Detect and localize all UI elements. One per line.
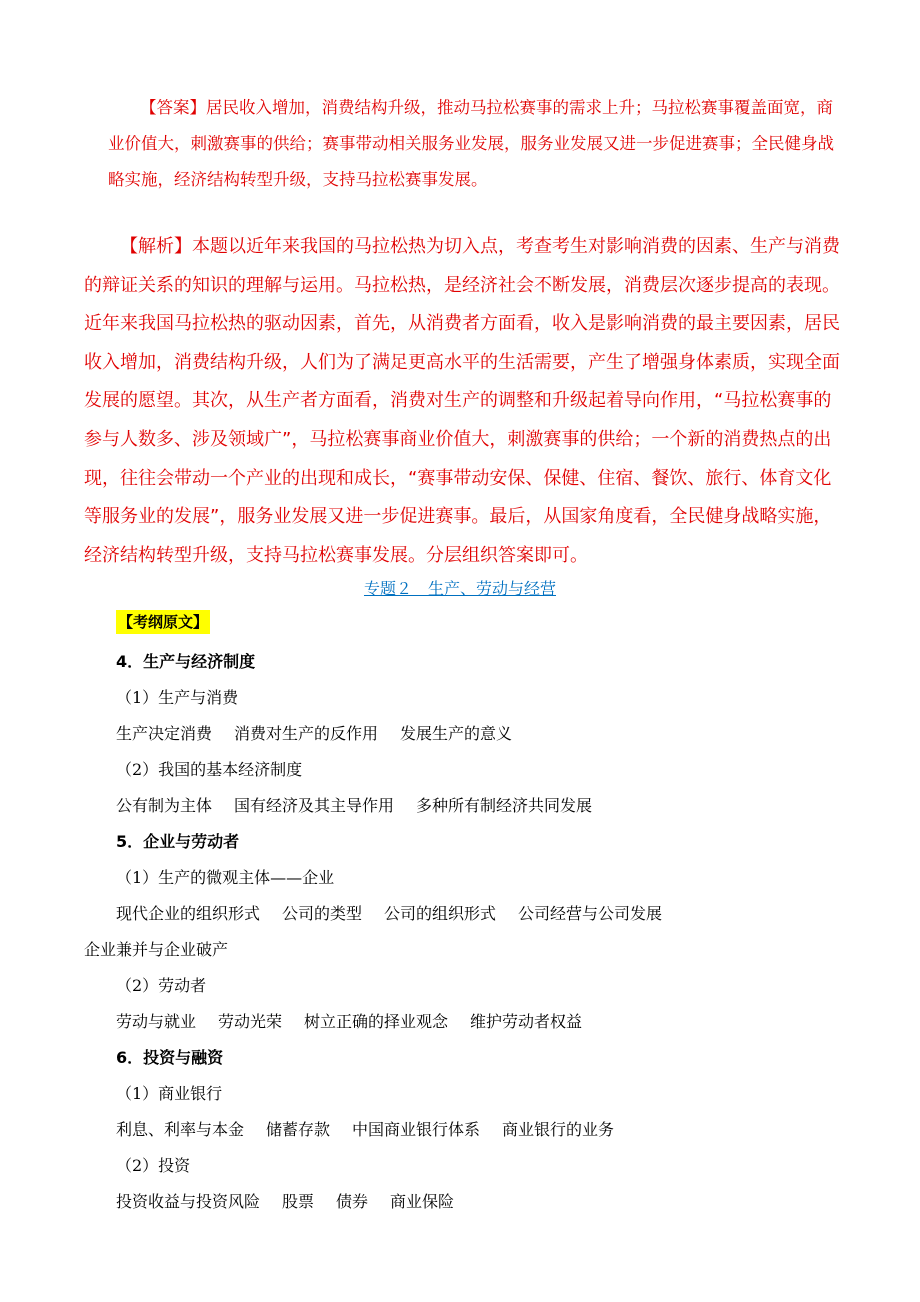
list-item: 公司经营与公司发展 — [518, 904, 663, 923]
answer-text: 居民收入增加，消费结构升级，推动马拉松赛事的需求上升；马拉松赛事覆盖面宽，商业价值大，刺激赛事的供给；赛事带动相关服务业发展，服务业发展又进一步促进赛事；全民健身战略实施，经济结构转型升级，支持马拉松赛事发展。 — [108, 98, 834, 189]
section-6-items-1 — [116, 1118, 614, 1142]
list-item: 中国商业银行体系 — [352, 1120, 481, 1139]
list-item: 树立正确的择业观念 — [304, 1012, 449, 1031]
list-item: 劳动光荣 — [218, 1012, 283, 1031]
list-item: 消费对生产的反作用 — [234, 724, 379, 743]
section-6-sub-1: （1）商业银行 — [116, 1084, 223, 1103]
list-item: 商业银行的业务 — [502, 1120, 615, 1139]
section-6-sub-2: （2）投资 — [116, 1156, 191, 1175]
section-5-items-1-continued: 企业兼并与企业破产 — [84, 940, 229, 959]
section-5-items-2 — [116, 1010, 582, 1034]
section-4-items-2 — [116, 794, 592, 818]
analysis-label: 【解析】 — [120, 236, 192, 257]
list-item: 公司的组织形式 — [384, 904, 497, 923]
list-item: 维护劳动者权益 — [470, 1012, 583, 1031]
section-6-items-2 — [116, 1190, 454, 1214]
section-5-items-1 — [116, 902, 662, 926]
list-item: 公司的类型 — [282, 904, 363, 923]
answer-paragraph — [108, 90, 840, 198]
answer-label: 【答案】 — [140, 98, 206, 117]
section-5-sub-2: （2）劳动者 — [116, 976, 207, 995]
section-4-sub-1: （1）生产与消费 — [116, 688, 239, 707]
topic-title-link[interactable]: 专题２ 生产、劳动与经营 — [363, 579, 556, 598]
section-4-sub-2: （2）我国的基本经济制度 — [116, 760, 303, 779]
list-item: 现代企业的组织形式 — [116, 904, 261, 923]
list-item: 利息、利率与本金 — [116, 1120, 245, 1139]
section-5-sub-1: （1）生产的微观主体——企业 — [116, 868, 335, 887]
list-item: 国有经济及其主导作用 — [234, 796, 395, 815]
list-item: 发展生产的意义 — [400, 724, 513, 743]
section-5-heading: 5．企业与劳动者 — [116, 832, 240, 851]
section-4-heading: 4．生产与经济制度 — [116, 652, 256, 671]
list-item: 多种所有制经济共同发展 — [416, 796, 593, 815]
list-item: 公有制为主体 — [116, 796, 213, 815]
analysis-text: 本题以近年来我国的马拉松热为切入点，考查考生对影响消费的因素、生产与消费的辩证关系的知识的理解与运用。马拉松热，是经济社会不断发展，消费层次逐步提高的表现。近年来我国马拉松热的驱动因素，首先，从消费者方面看，收入是影响消费的最主要因素，居民收入增加，消费结构升级，人们为了满足更高水平的生活需要，产生了增强身体素质，实现全面发展的愿望。其次，从生产者方面看，消费对生产的调整和升级起着导向作用，“马拉松赛事的参与人数多、涉及领域广”，马拉松赛事商业价值大，刺激赛事的供给；一个新的消费热点的出现，往往会带动一个产业的出现和成长，“赛事带动安保、保健、住宿、餐饮、旅行、体育文化等服务业的发展”，服务业发展又进一步促进赛事。最后，从国家角度看，全民健身战略实施，经济结构转型升级，支持马拉松赛事发展。分层组织答案即可。 — [84, 236, 840, 566]
list-item: 股票 — [282, 1192, 315, 1211]
list-item: 债券 — [336, 1192, 369, 1211]
list-item: 储蓄存款 — [266, 1120, 331, 1139]
analysis-paragraph — [84, 228, 840, 575]
outline-tag: 【考纲原文】 — [116, 610, 210, 634]
list-item: 劳动与就业 — [116, 1012, 197, 1031]
section-4-items-1 — [116, 722, 512, 746]
section-6-heading: 6．投资与融资 — [116, 1048, 224, 1067]
list-item: 商业保险 — [390, 1192, 455, 1211]
list-item: 生产决定消费 — [116, 724, 213, 743]
list-item: 投资收益与投资风险 — [116, 1192, 261, 1211]
